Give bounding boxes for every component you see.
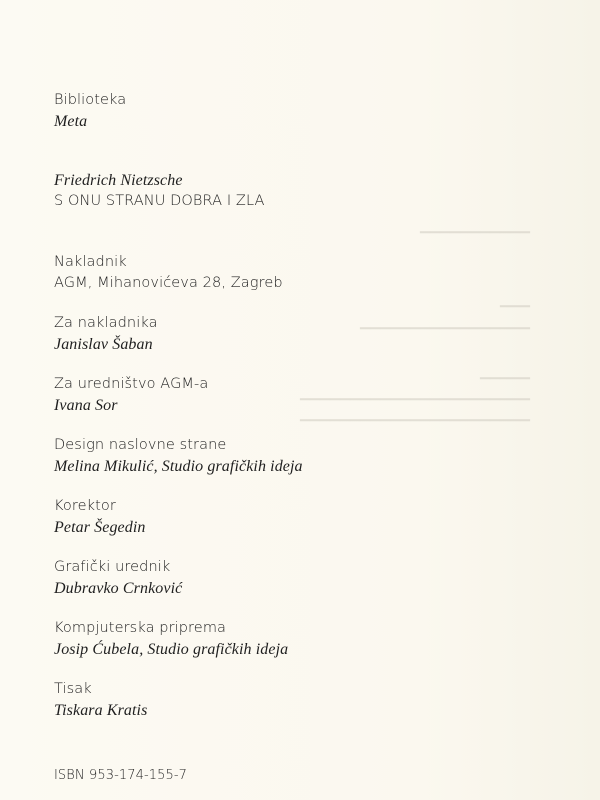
credit-publisher (54, 252, 283, 294)
credit-role: Za uredništvo AGM-a (54, 376, 209, 392)
book-author: Friedrich Nietzsche (54, 172, 183, 189)
isbn-number: ISBN 953-174-155-7 (54, 768, 188, 783)
credit-value: Ivana Sor (54, 397, 118, 414)
credit-role: Design naslovne strane (54, 437, 227, 453)
credit-role: Tisak (54, 681, 92, 697)
credit-role: Korektor (54, 498, 116, 514)
series-label: Biblioteka (54, 92, 127, 108)
bleed-through-line: ▁▁▁ (500, 292, 530, 307)
credit-value: Tiskara Kratis (54, 702, 148, 719)
isbn-block (54, 765, 187, 786)
credit-graphic-editor (54, 557, 182, 599)
credit-role: Grafički urednik (54, 559, 171, 575)
credit-value: Josip Ćubela, Studio grafičkih ideja (54, 641, 289, 658)
credit-editorial (54, 374, 208, 416)
bleed-through-line: ▁▁▁▁▁ (480, 364, 530, 379)
credit-typesetting (54, 618, 288, 660)
credit-role: Za nakladnika (54, 315, 158, 331)
credit-printing (54, 679, 147, 721)
bleed-through-line: ▁▁▁▁▁▁▁▁▁▁▁▁▁▁▁▁▁ (360, 314, 530, 329)
credit-role: Nakladnik (54, 254, 127, 270)
book-title-block (54, 170, 264, 212)
series-block (54, 90, 126, 132)
credit-cover-design (54, 435, 303, 477)
book-title: S ONU STRANU DOBRA I ZLA (54, 193, 265, 209)
credit-value: Melina Mikulić, Studio grafičkih ideja (54, 458, 303, 475)
credit-value: Janislav Šaban (54, 336, 153, 353)
credit-role: Kompjuterska priprema (54, 620, 227, 636)
bleed-through-line: ▁▁▁▁▁▁▁▁▁▁▁ (420, 218, 530, 233)
credit-proofreader (54, 496, 146, 538)
credit-for-publisher (54, 313, 158, 355)
series-name: Meta (54, 113, 88, 130)
credit-value: AGM, Mihanovićeva 28, Zagreb (54, 275, 283, 291)
bleed-through-line: ▁▁▁▁▁▁▁▁▁▁▁▁▁▁▁▁▁▁▁▁▁▁▁ (300, 406, 530, 421)
credit-value: Petar Šegedin (54, 519, 146, 536)
bleed-through-line: ▁▁▁▁▁▁▁▁▁▁▁▁▁▁▁▁▁▁▁▁▁▁▁ (300, 385, 530, 400)
credit-value: Dubravko Crnković (54, 580, 183, 597)
